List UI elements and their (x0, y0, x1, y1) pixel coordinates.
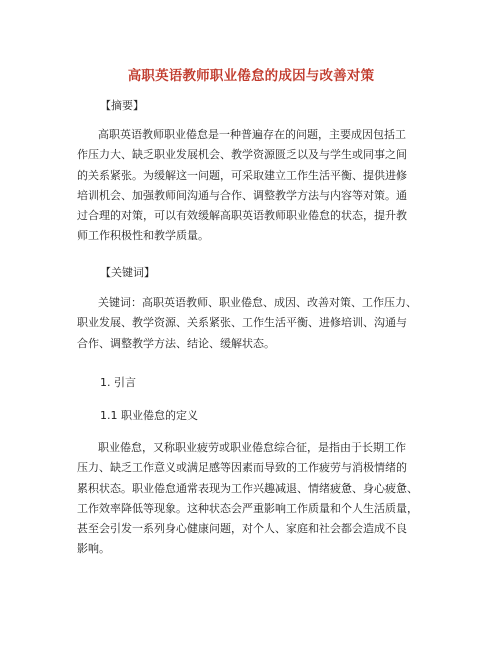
abstract-line: 过合理的对策，可以有效缓解高职英语教师职业倦怠的状态，提升教 (77, 209, 407, 223)
section-1-1-line: 工作效率降低等现象。这种状态会严重影响工作质量和个人生活质量， (77, 501, 418, 515)
document-title: 高职英语教师职业倦怠的成因与改善对策 (127, 68, 375, 84)
section-1-1-line: 影响。 (77, 542, 110, 556)
keywords-line: 合作、调整教学方法、结论、缓解状态。 (77, 336, 275, 350)
section-1-1-line: 职业倦怠，又称职业疲劳或职业倦怠综合征，是指由于长期工作 (98, 441, 406, 454)
section-1-1-line: 甚至会引发一系列身心健康问题，对个人、家庭和社会都会造成不良 (77, 522, 407, 536)
keywords-line: 关键词：高职英语教师、职业倦怠、成因、改善对策、工作压力、 (98, 296, 417, 309)
abstract-paragraph (77, 125, 427, 247)
keywords-paragraph (77, 293, 427, 354)
abstract-line: 培训机会、加强教师间沟通与合作、调整教学方法与内容等对策。通 (77, 188, 407, 202)
abstract-line: 师工作积极性和教学质量。 (77, 229, 209, 243)
section-1-1-line: 压力、缺乏工作意义或满足感等因素而导致的工作疲劳与消极情绪的 (77, 461, 407, 475)
abstract-line: 高职英语教师职业倦怠是一种普遍存在的问题，主要成因包括工 (98, 128, 406, 141)
section-1-1-paragraph (77, 438, 427, 560)
keywords-line: 职业发展、教学资源、关系紧张、工作生活平衡、进修培训、沟通与 (77, 316, 407, 330)
abstract-heading: 【摘要】 (100, 99, 144, 112)
section-1-1-heading: 1.1 职业倦怠的定义 (100, 409, 198, 422)
section-1-heading: 1. 引言 (100, 376, 136, 389)
section-1-1-line: 累积状态。职业倦怠通常表现为工作兴趣减退、情绪疲惫、身心疲惫、 (77, 481, 418, 495)
abstract-line: 作压力大、缺乏职业发展机会、教学资源匮乏以及与学生或同事之间 (77, 148, 407, 162)
abstract-line: 的关系紧张。为缓解这一问题，可采取建立工作生活平衡、提供进修 (77, 168, 407, 182)
keywords-heading: 【关键词】 (100, 266, 155, 279)
